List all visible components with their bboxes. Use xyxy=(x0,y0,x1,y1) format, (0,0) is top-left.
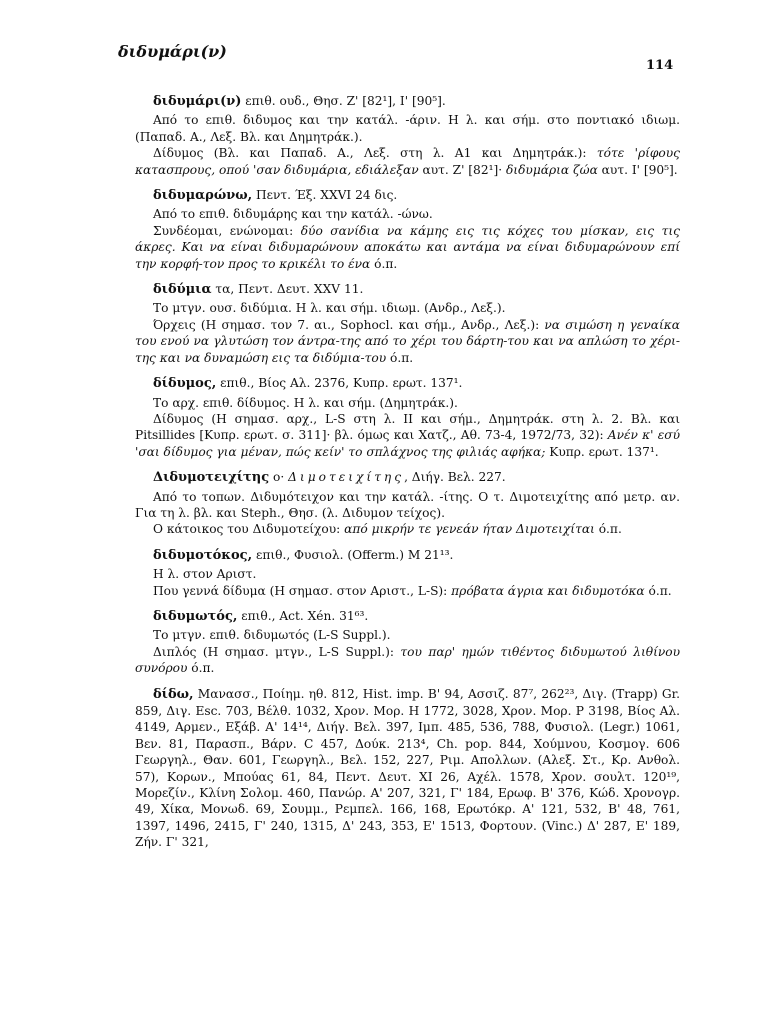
headword: Διδυμοτειχίτης xyxy=(153,470,270,486)
definition: Που γεννά δίδυμα (Η σημασ. στον Αριστ., L-S): πρόβατα άγρια και διδυμοτόκα ό.π. xyxy=(153,583,672,598)
entries-column xyxy=(135,93,680,860)
etymology: Από το επιθ. διδυμάρης και την κατάλ. -ώνω. xyxy=(153,207,433,222)
sources: Μανασσ., Ποίημ. ηθ. 812, Hist. imp. Β' 94, Ασσιζ. 87⁷, 262²³, Διγ. (Trapp) Gr. 859, Διγ. Esc. 703, Βέλθ. 1032, Χρον. Μορ. Η 1772, 3028, Χρον. Μορ. Ρ 3198, Βίος Αλ. 4149, Αρμεν., Εξάβ. Α' 14¹⁴, Διήγ. Βελ. 397, Ιμπ. 485, 536, 788, Φυσιολ. (Legr.) 1061, Βεν. 81, Παρασπ., Βάρν. C 457, Δούκ. 213⁴, Ch. pop. 844, Χούμνου, Κοσμογ. 606 Γεωργηλ., Θαν. 601, Γεωργηλ., Βελ. 152, 227, Ριμ. Απολλων. (Αλεξ. Στ., Κρ. Ανθολ. 57), Κορων., Μπούας 61, 84, Πεντ. Δευτ. ΧΙ 26, Αχέλ. 1578, Χρον. σουλτ. 120¹⁹, Μορεζίν., Κλίνη Σολομ. 460, Πανώρ. Α' 207, 321, Γ' 184, Ερωφ. Β' 376, Κώδ. Χρονογρ. 49, Χίκα, Μονωδ. 69, Σουμμ., Ρεμπελ. 166, 168, Ερωτόκρ. Α' 121, 532, Β' 48, 761, 1397, 1496, 2415, Γ' 240, 1315, Δ' 243, 353, Ε' 1513, Φορτουν. (Vinc.) Δ' 287, Ε' 189, Ζήν. Γ' 321, xyxy=(135,686,680,850)
sources: τα, Πεντ. Δευτ. XXV 11. xyxy=(211,282,364,297)
definition: Διπλός (Η σημασ. μτγν., L-S Suppl.): του παρ' ημών τιθέντος διδυμωτού λιθίνου συνόρου ό.π. xyxy=(135,644,681,676)
entry-didymotokos xyxy=(135,547,680,599)
sources: επιθ., Βίος Αλ. 2376, Κυπρ. ερωτ. 137¹. xyxy=(216,376,463,391)
definition: Όρχεις (Η σημασ. τον 7. αι., Sophocl. και σήμ., Ανδρ., Λεξ.): να σιμώση η γεναίκα του ενού να γλυτώση τον άντρα-της από το χέρι του δάρτη-του και να απλώση το χέρι-της και να δυναμώση εις τα διδύμια-του ό.π. xyxy=(135,317,680,365)
etymology: Το μτγν. επιθ. διδυμωτός (L-S Suppl.). xyxy=(153,628,391,643)
entry-didymos xyxy=(135,375,680,460)
sources: επιθ., Φυσιολ. (Offerm.) Μ 21¹³. xyxy=(252,547,454,562)
page-number: 114 xyxy=(646,58,674,73)
etymology: Το αρχ. επιθ. δίδυμος. Η λ. και σήμ. (Δημητράκ.). xyxy=(153,395,458,410)
entry-didymotos xyxy=(135,608,680,677)
entry-didymoteichitis: Διδυμοτειχίτης ο· Διμοτειχίτης, Διήγ. Βελ. 227. Από το τοπων. Διδυμότειχον και την κατάλ. -ίτης. Ο τ. Διμοτειχίτης από μετρ. αν. Για τη λ. βλ. και Steph., Θησ. (λ. Διδυμον τείχος). Ο κάτοικος του Διδυμοτείχου: από μικρήν τε γενεάν ήταν Διμοτειχίται ό.π. xyxy=(135,470,680,537)
definition: Συνδέομαι, ενώνομαι: δύο σανίδια να κάμης εις τις κόχες του μίσκαν, εις τις άκρες. Και να είναι διδυμαρώνουν αποκάτω και αντάμα να είναι διδυμαρώνουν επί την κορφή-τον προς το κρικέλι το ένα ό.π. xyxy=(135,223,680,271)
headword: διδυμοτόκος, xyxy=(153,547,253,563)
sources: Πεντ. Έξ. XXVI 24 δις. xyxy=(252,188,398,203)
definition: Δίδυμος (Η σημασ. αρχ., L-S στη λ. ΙΙ και σήμ., Δημητράκ. στη λ. 2. Βλ. και Pitsillides [Κυπρ. ερωτ. σ. 311]· βλ. όμως και Χατζ., Αθ. 73-4, 1972/73, 32): Ανέν κ' εσύ 'σαι δίδυμος για μέναν, πώς κείν' το σπλάχνος της φιλιάς αφήκα; Κυπρ. ερωτ. 137¹. xyxy=(135,411,680,459)
entry-didymia xyxy=(135,281,680,366)
headword: διδυμάρι(ν) xyxy=(153,94,242,109)
etymology: Το μτγν. ουσ. διδύμια. Η λ. και σήμ. ιδιωμ. (Ανδρ., Λεξ.). xyxy=(153,301,506,316)
headword: διδύμια xyxy=(153,282,212,298)
etymology: Από το επιθ. διδυμος και την κατάλ. -άριν. Η λ. και σήμ. στο ποντιακό ιδιωμ. (Παπαδ. Α., Λεξ. Βλ. και Δημητράκ.). xyxy=(135,113,680,144)
sources: επιθ., Act. Xén. 31⁶³. xyxy=(237,608,369,623)
headword: δίδω, xyxy=(153,686,194,702)
definition: Ο κάτοικος του Διδυμοτείχου: από μικρήν τε γενεάν ήταν Διμοτειχίται ό.π. xyxy=(153,522,622,537)
running-head: διδυμάρι(ν) xyxy=(118,42,227,61)
entry-didymari xyxy=(135,93,680,178)
etymology: Η λ. στον Αριστ. xyxy=(153,567,257,582)
sources: επιθ. ουδ., Θησ. Ζ' [82¹], Ι' [90⁵]. xyxy=(241,94,446,108)
headword: διδυμωτός, xyxy=(153,608,238,624)
definition: Δίδυμος (Βλ. και Παπαδ. Α., Λεξ. στη λ. Α1 και Δημητράκ.): τότε 'ρίφους κατασπρους, οπού 'σαν διδυμάρια, εδιάλεξαν αυτ. Ζ' [82¹]· διδυμάρια ζώα αυτ. Ι' [90⁵]. xyxy=(135,146,681,177)
headword: διδυμαρώνω, xyxy=(153,188,253,204)
entry-dido xyxy=(135,686,680,851)
entry-didymarono xyxy=(135,187,680,272)
headword: δίδυμος, xyxy=(153,376,217,392)
variant-form: Διμοτειχίτης xyxy=(288,470,405,485)
etymology: Από το τοπων. Διδυμότειχον και την κατάλ. -ίτης. Ο τ. Διμοτειχίτης από μετρ. αν. Για τη λ. βλ. και Steph., Θησ. (λ. Διδυμον τείχος). xyxy=(135,489,680,520)
